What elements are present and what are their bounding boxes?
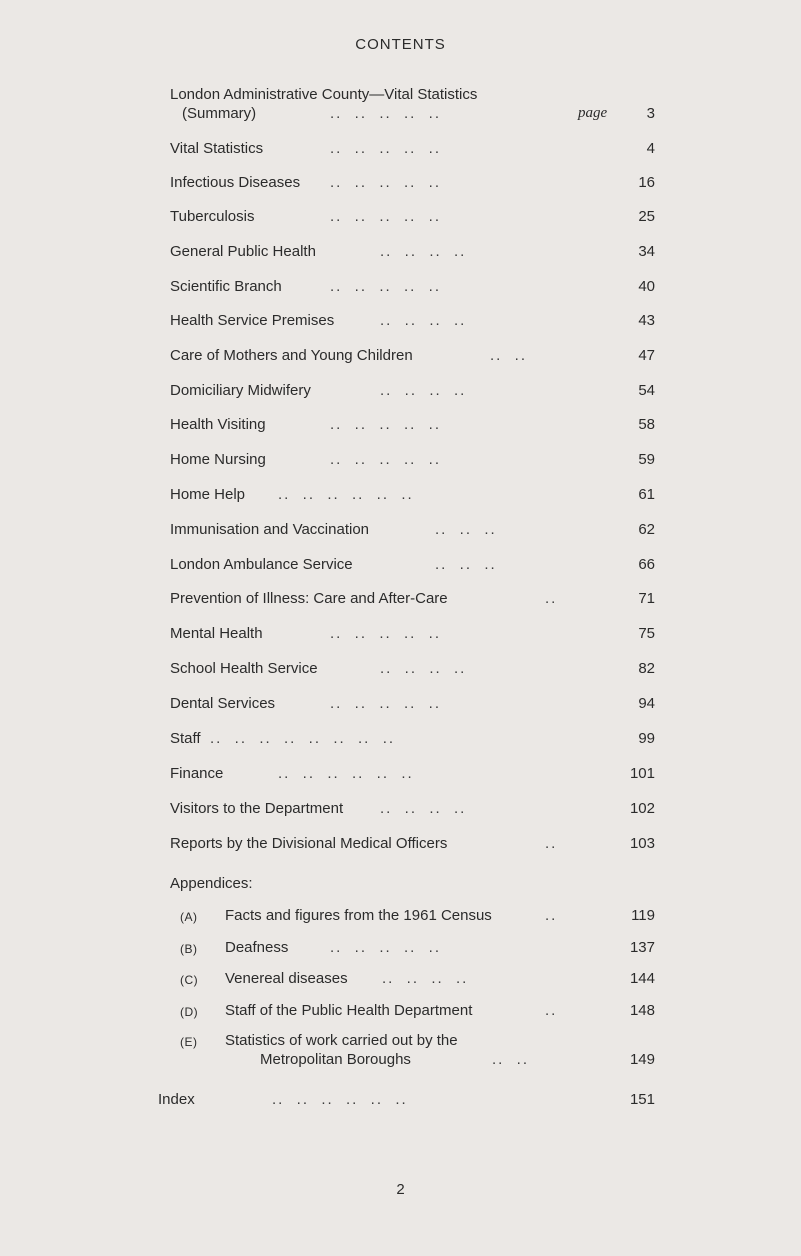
toc-entry-page: 99 [638,730,655,747]
toc-entry-label: Visitors to the Department [170,800,344,817]
toc-entry-label: Vital Statistics [170,140,264,157]
toc-entry-label: Health Service Premises [170,312,335,329]
toc-entry-label: Reports by the Divisional Medical Officers [170,835,448,852]
toc-entry-label: Finance [170,765,224,782]
appendix-label: Facts and figures from the 1961 Census [225,907,492,924]
toc-entry-page: 25 [638,208,655,225]
leader-dots: .. .. .. .. [380,660,467,677]
toc-entry-page: 58 [638,416,655,433]
toc-entry-label: Infectious Diseases [170,174,301,191]
toc-entry-page: 103 [629,835,655,852]
leader-dots: .. [545,835,558,852]
toc-entry-page: 71 [638,590,655,607]
toc-entry-page: 75 [638,625,655,642]
index-page: 151 [629,1091,655,1108]
toc-entry-page: 82 [638,660,655,677]
toc-entry-page: 40 [638,278,655,295]
toc-entry-page: 94 [638,695,655,712]
toc-entry-label: Care of Mothers and Young Children [170,347,413,364]
leader-dots: .. .. .. .. [382,970,469,987]
appendices-heading-label: Appendices: [170,875,253,892]
appendix-letter: (B) [180,942,198,956]
toc-entry-page: 61 [638,486,655,503]
leader-dots: .. .. [492,1051,530,1068]
leader-dots: .. .. .. .. [380,243,467,260]
toc-entry-label: Immunisation and Vaccination [170,521,369,538]
leader-dots: .. .. [490,347,528,364]
appendix-label: Venereal diseases [225,970,348,987]
toc-entry-label: Staff [170,730,201,747]
toc-entry-page: 62 [638,521,655,538]
toc-entry-page: 66 [638,556,655,573]
leader-dots: .. .. .. .. .. [330,278,442,295]
toc-entry-page: 3 [646,105,655,122]
leader-dots: .. .. .. .. .. .. [278,765,414,782]
toc-entry-label: Home Help [170,486,246,503]
toc-entry-label: Health Visiting [170,416,266,433]
leader-dots: .. [545,590,558,607]
toc-entry-label-line1: London Administrative County—Vital Statistics [170,86,478,103]
toc-entry-label: Mental Health [170,625,263,642]
leader-dots: .. [545,1002,558,1019]
leader-dots: .. .. .. .. [380,382,467,399]
leader-dots: .. .. .. .. [380,800,467,817]
leader-dots: .. .. .. .. .. [330,105,442,122]
toc-entry-label: Scientific Branch [170,278,282,295]
toc-entry-page: 43 [638,312,655,329]
appendix-letter: (E) [180,1035,198,1049]
toc-entry-page: 54 [638,382,655,399]
page-title: CONTENTS [355,36,446,53]
leader-dots: .. .. .. .. .. .. [278,486,414,503]
toc-entry-label: Prevention of Illness: Care and After-Care [170,590,448,607]
leader-dots: .. .. .. .. .. [330,695,442,712]
appendix-label: Deafness [225,939,289,956]
leader-dots: .. .. .. .. .. [330,208,442,225]
leader-dots: .. .. .. .. .. [330,140,442,157]
appendix-letter: (A) [180,910,198,924]
toc-entry-page: 34 [638,243,655,260]
leader-dots: .. [545,907,558,924]
appendix-letter: (C) [180,973,199,987]
appendix-page: 149 [629,1051,655,1068]
leader-dots: .. .. .. .. .. [330,174,442,191]
appendix-page: 119 [631,907,655,924]
toc-entry-page: 101 [629,765,655,782]
page-word: page [578,105,608,121]
appendix-label-line2: Metropolitan Boroughs [260,1051,411,1068]
toc-entry-label: Dental Services [170,695,276,712]
appendix-letter: (D) [180,1005,199,1019]
toc-entry-label: General Public Health [170,243,316,260]
toc-entry-page: 102 [629,800,655,817]
appendix-page: 137 [629,939,655,956]
leader-dots: .. .. .. .. [380,312,467,329]
leader-dots: .. .. .. .. .. [330,451,442,468]
toc-entry-label: London Ambulance Service [170,556,353,573]
toc-entry-page: 59 [638,451,655,468]
leader-dots: .. .. .. [435,556,497,573]
appendix-label-line1: Statistics of work carried out by the [225,1032,458,1049]
leader-dots: .. .. .. .. .. [330,939,442,956]
toc-entry-label: Home Nursing [170,451,266,468]
leader-dots: .. .. .. .. .. .. [272,1091,408,1108]
toc-entry-label: Tuberculosis [170,208,255,225]
index-label: Index [158,1091,195,1108]
leader-dots: .. .. .. [435,521,497,538]
appendix-label: Staff of the Public Health Department [225,1002,473,1019]
toc-entry-page: 47 [638,347,655,364]
toc-entry-label: Domiciliary Midwifery [170,382,311,399]
appendix-page: 148 [629,1002,655,1019]
appendix-page: 144 [629,970,655,987]
toc-entry-page: 16 [638,174,655,191]
page-number: 2 [396,1181,405,1198]
toc-entry-label: School Health Service [170,660,318,677]
toc-entry-page: 4 [646,140,655,157]
leader-dots: .. .. .. .. .. [330,416,442,433]
leader-dots: .. .. .. .. .. [330,625,442,642]
toc-entry-label-line2: (Summary) [182,105,257,122]
leader-dots: .. .. .. .. .. .. .. .. [210,730,396,747]
